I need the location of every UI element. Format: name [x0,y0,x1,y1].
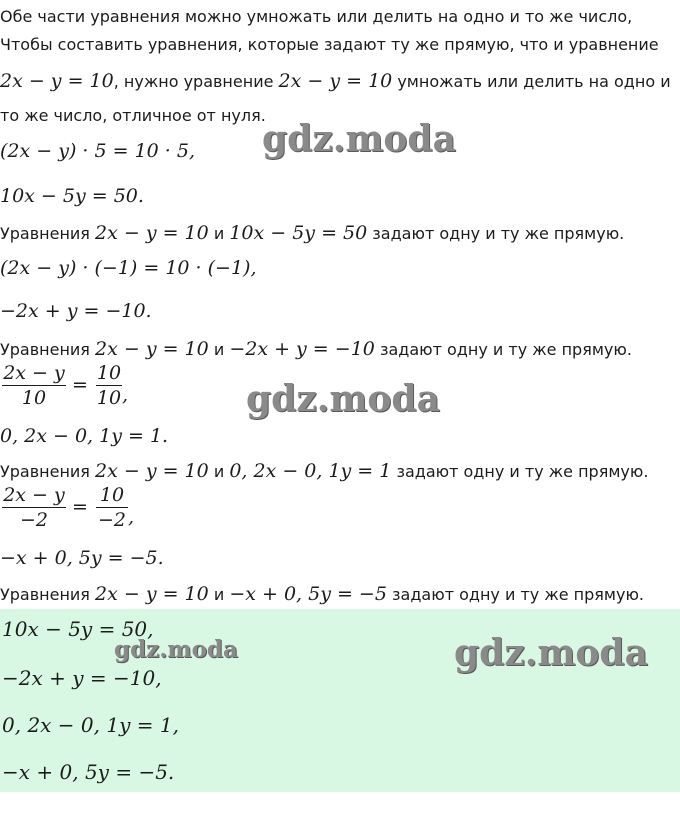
statement-1 [0,222,624,245]
text-fragment: задают одну и ту же прямую. [386,585,644,604]
text-fragment: Уравнения [0,462,96,481]
text-fragment: задают одну и ту же прямую. [374,340,632,359]
fraction-equation-1 [0,362,200,412]
numerator: 10 [99,484,125,506]
fraction-bar [96,385,122,386]
fraction-left [2,484,66,531]
math-inline: 2x − y = 10 [95,338,209,360]
text-fragment: Уравнения [0,224,96,243]
answer-line-3: 0, 2x − 0, 1y = 1, [2,713,179,737]
text-fragment: Уравнения [0,585,96,604]
comma: , [128,506,135,528]
equation-1: (2x − y) · 5 = 10 · 5, [0,140,195,162]
fraction-right [96,484,128,531]
equals-sign: = [72,374,88,396]
statement-4 [0,583,644,606]
denominator: 10 [21,387,47,409]
fraction-bar [2,385,66,386]
math-inline: 2x − y = 10 [95,583,209,605]
math-inline: 2x − y = 10 [95,460,209,482]
denominator: −2 [19,509,48,531]
text-line-2: Чтобы составить уравнения, которые задают ту же прямую, что и уравнение [0,35,659,54]
math-inline: −x + 0, 5y = −5 [229,583,387,605]
text-fragment: и [208,224,230,243]
numerator: 10 [96,362,122,384]
fraction-bar [96,507,128,508]
equation-6: −x + 0, 5y = −5. [0,547,164,569]
statement-3 [0,460,648,483]
equation-4: −2x + y = −10. [0,300,152,322]
watermark-logo: gdz.moda [262,118,456,160]
text-fragment: и [208,340,230,359]
answer-line-1: 10x − 5y = 50, [2,617,154,641]
fraction-left [2,362,66,409]
math-inline: 10x − 5y = 50 [229,222,368,244]
math-inline: 2x − y = 10 [278,70,393,92]
math-inline: −2x + y = −10 [229,338,375,360]
comma: , [122,384,129,406]
text-fragment: , нужно уравнение [113,72,279,91]
fraction-right [96,362,122,409]
numerator: 2x − y [3,484,65,506]
text-fragment: задают одну и ту же прямую. [391,462,649,481]
math-inline: 2x − y = 10 [95,222,209,244]
watermark-logo: gdz.moda [454,632,648,674]
statement-2 [0,338,632,361]
text-fragment: и [208,462,230,481]
equation-5: 0, 2x − 0, 1y = 1. [0,425,169,447]
text-line-4: то же число, отличное от нуля. [0,106,266,125]
answer-line-4: −x + 0, 5y = −5. [2,760,175,784]
equation-2: 10x − 5y = 50. [0,185,144,207]
math-inline: 2x − y = 10 [0,70,114,92]
watermark-logo: gdz.moda [246,378,440,420]
text-fragment: Уравнения [0,340,96,359]
equals-sign: = [72,496,88,518]
text-line-1: Обе части уравнения можно умножать или делить на одно и то же число, [0,7,633,26]
fraction-equation-2 [0,484,200,534]
equation-3: (2x − y) · (−1) = 10 · (−1), [0,257,257,279]
denominator: −2 [97,509,126,531]
text-fragment: задают одну и ту же прямую. [367,224,625,243]
denominator: 10 [96,387,122,409]
text-line-3 [0,70,671,93]
text-fragment: и [208,585,230,604]
math-inline: 0, 2x − 0, 1y = 1 [229,460,392,482]
fraction-bar [2,507,66,508]
answer-line-2: −2x + y = −10, [2,666,162,690]
numerator: 2x − y [3,362,65,384]
watermark-logo: gdz.moda [114,636,238,663]
text-fragment: умножать или делить на одно и [392,72,671,91]
